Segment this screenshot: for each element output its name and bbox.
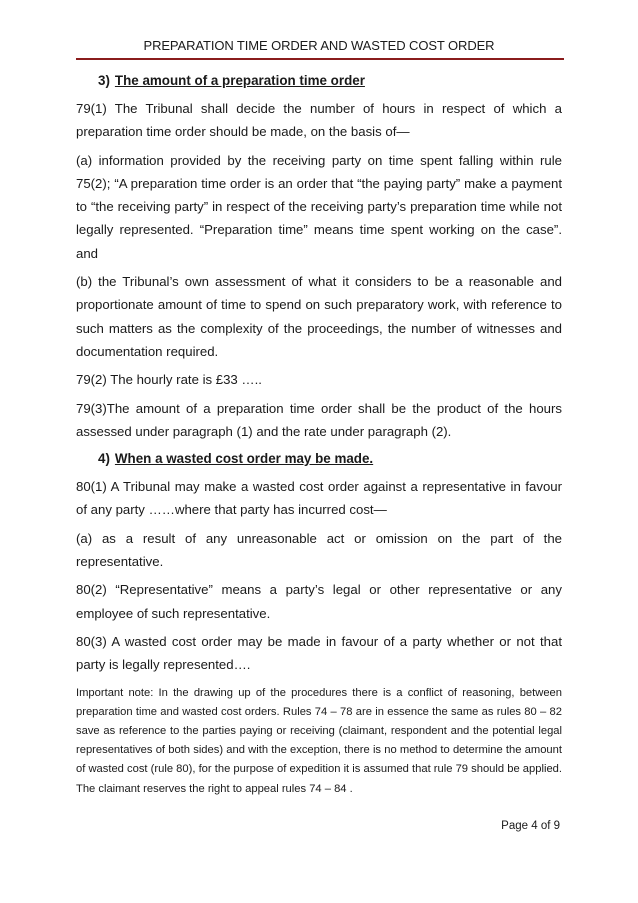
paragraph-79-1: 79(1) The Tribunal shall decide the number of hours in respect of which a preparation time order should be made, on the basis of— xyxy=(76,101,562,140)
paragraph-79-3: 79(3)The amount of a preparation time order shall be the product of the hours assessed under paragraph (1) and the rate under paragraph (2). xyxy=(76,400,562,439)
section-3-title: The amount of a preparation time order xyxy=(114,73,365,88)
paragraph-79-1-a: (a) information provided by the receiving party on time spent falling within rule 75(2); “A preparation time order is an order that “the paying party” make a payment to “the receiving party” in respect of the receiving party’s preparation time while not legally represented. “Preparation time” means time spent working on the case”. and xyxy=(76,152,562,261)
header-divider xyxy=(76,58,564,60)
paragraph-79-2: 79(2) The hourly rate is £33 ….. xyxy=(76,372,262,388)
important-note: Important note: In the drawing up of the procedures there is a conflict of reasoning, between preparation time and wasted cost orders. Rules 74 – 78 are in essence the same as rules 80 – 82 save as reference to the parties paying or receiving (claimant, respondent and the potential legal representatives of both sides) and with the exception, there is no method to determine the amount of wasted cost (rule 80), for the purpose of expedition it is assumed that rule 79 should be applied. The claimant reserves the right to appeal rules 74 – 84 . xyxy=(76,686,562,795)
page-number: Page 4 of 9 xyxy=(501,820,560,832)
running-header: PREPARATION TIME ORDER AND WASTED COST ORDER xyxy=(143,38,495,53)
paragraph-80-1: 80(1) A Tribunal may make a wasted cost order against a representative in favour of any party ……where that party has incurred cost— xyxy=(76,479,562,518)
paragraph-80-2: 80(2) “Representative” means a party’s legal or other representative or any employee of such representative. xyxy=(76,582,562,621)
section-4-number: 4) xyxy=(98,451,110,467)
section-3-number: 3) xyxy=(98,73,110,88)
paragraph-80-1-a: (a) as a result of any unreasonable act or omission on the part of the representative. xyxy=(76,530,562,570)
section-4-heading xyxy=(98,448,562,470)
page-content xyxy=(76,70,562,799)
paragraph-79-1-b: (b) the Tribunal’s own assessment of what it considers to be a reasonable and proportionate amount of time to spend on such preparatory work, with reference to such matters as the complexity of the proceedings, the number of witnesses and documentation required. xyxy=(76,274,562,359)
paragraph-80-3: 80(3) A wasted cost order may be made in favour of a party whether or not that party is legally represented…. xyxy=(76,633,562,673)
section-4-title: When a wasted cost order may be made. xyxy=(114,451,374,467)
section-3-heading xyxy=(98,70,562,92)
